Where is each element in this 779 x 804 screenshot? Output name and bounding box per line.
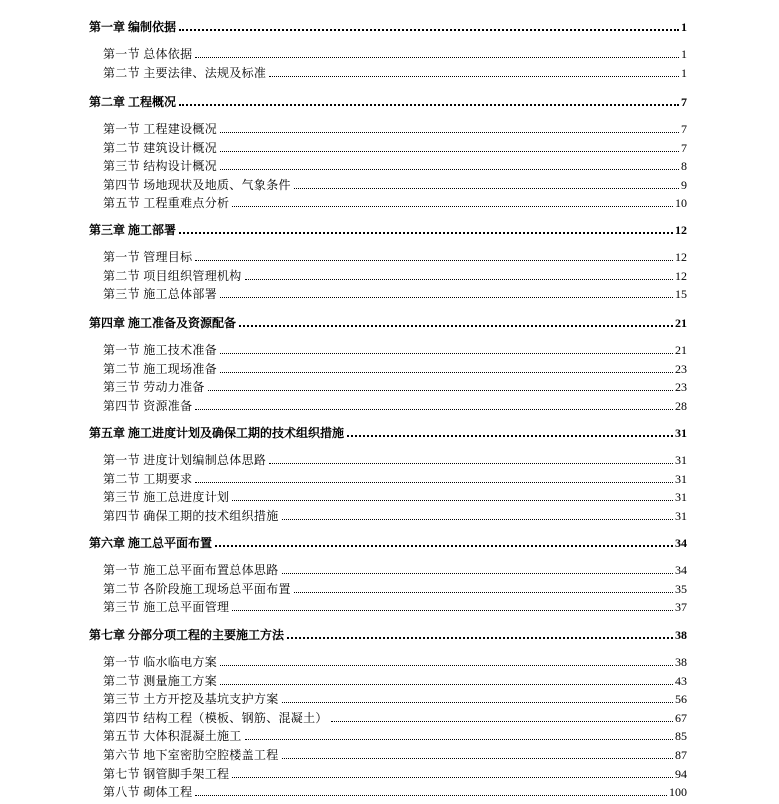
chapter-page-number: 38 — [675, 628, 687, 642]
section-title: 第三节 施工总平面管理 — [103, 600, 230, 615]
section-title: 第五节 工程重难点分析 — [103, 196, 230, 211]
section-title: 第二节 测量施工方案 — [103, 673, 218, 688]
dot-leader — [195, 795, 667, 796]
dot-leader — [220, 684, 673, 685]
section-page-number: 8 — [681, 159, 687, 174]
toc-section-entry[interactable] — [103, 764, 687, 782]
section-title: 第一节 工程建设概况 — [103, 122, 218, 136]
dot-leader — [195, 409, 673, 410]
section-page-number: 37 — [675, 600, 687, 615]
toc-section-entry[interactable] — [103, 340, 687, 358]
section-title: 第三节 施工总进度计划 — [103, 490, 230, 505]
toc-section-entry[interactable] — [103, 560, 687, 578]
toc-section-entry[interactable] — [103, 156, 687, 174]
section-title: 第二节 建筑设计概况 — [103, 140, 218, 155]
toc-section-entry[interactable] — [103, 708, 687, 726]
section-title: 第一节 管理目标 — [103, 250, 193, 264]
dot-leader — [239, 325, 673, 327]
dot-leader — [245, 279, 673, 280]
chapter-page-number: 31 — [675, 426, 687, 440]
section-page-number: 94 — [675, 766, 687, 781]
toc-section-entry[interactable] — [103, 689, 687, 707]
section-page-number: 23 — [675, 380, 687, 395]
toc-chapter-entry[interactable] — [89, 533, 687, 551]
section-title: 第二节 各阶段施工现场总平面布置 — [103, 581, 291, 596]
section-page-number: 31 — [675, 453, 687, 467]
dot-leader — [220, 132, 679, 133]
section-title: 第二节 主要法律、法规及标准 — [103, 65, 267, 80]
section-page-number: 35 — [675, 581, 687, 596]
chapter-page-number: 12 — [675, 223, 687, 237]
toc-chapter-entry[interactable] — [89, 625, 687, 643]
toc-section-entry[interactable] — [103, 469, 687, 487]
toc-section-entry[interactable] — [103, 726, 687, 744]
toc-section-entry[interactable] — [103, 782, 687, 800]
section-page-number: 12 — [675, 250, 687, 264]
chapter-title: 第三章 施工部署 — [89, 223, 177, 237]
section-page-number: 12 — [675, 268, 687, 283]
section-page-number: 56 — [675, 692, 687, 707]
toc-section-entry[interactable] — [103, 396, 687, 414]
dot-leader — [220, 297, 673, 298]
section-title: 第七节 钢管脚手架工程 — [103, 766, 230, 781]
section-page-number: 10 — [675, 196, 687, 211]
dot-leader — [245, 739, 673, 740]
dot-leader — [282, 702, 673, 703]
section-page-number: 23 — [675, 361, 687, 376]
dot-leader — [287, 637, 673, 639]
toc-chapter-entry[interactable] — [89, 92, 687, 110]
chapter-page-number: 34 — [675, 536, 687, 550]
dot-leader — [232, 610, 673, 611]
chapter-title: 第六章 施工总平面布置 — [89, 536, 213, 550]
chapter-title: 第四章 施工准备及资源配备 — [89, 316, 237, 330]
section-title: 第一节 总体依据 — [103, 47, 193, 61]
dot-leader — [220, 665, 673, 666]
chapter-title: 第七章 分部分项工程的主要施工方法 — [89, 628, 285, 642]
toc-section-entry[interactable] — [103, 745, 687, 763]
dot-leader — [269, 76, 679, 77]
section-title: 第四节 确保工期的技术组织措施 — [103, 508, 279, 523]
dot-leader — [220, 151, 679, 152]
dot-leader — [220, 169, 679, 170]
dot-leader — [282, 573, 673, 574]
dot-leader — [179, 104, 679, 106]
section-page-number: 21 — [675, 343, 687, 357]
section-page-number: 1 — [681, 65, 687, 80]
toc-section-entry[interactable] — [103, 359, 687, 377]
section-page-number: 1 — [681, 47, 687, 61]
toc-section-entry[interactable] — [103, 652, 687, 670]
section-page-number: 7 — [681, 140, 687, 155]
section-page-number: 100 — [669, 785, 687, 800]
dot-leader — [294, 188, 679, 189]
section-title: 第一节 施工总平面布置总体思路 — [103, 563, 279, 577]
toc-section-entry[interactable] — [103, 284, 687, 302]
toc-section-entry[interactable] — [103, 266, 687, 284]
chapter-page-number: 21 — [675, 316, 687, 330]
section-page-number: 38 — [675, 655, 687, 669]
section-page-number: 85 — [675, 729, 687, 744]
dot-leader — [269, 463, 673, 464]
section-page-number: 7 — [681, 122, 687, 136]
chapter-page-number: 7 — [681, 95, 687, 109]
toc-section-entry[interactable] — [103, 597, 687, 615]
section-page-number: 9 — [681, 177, 687, 192]
dot-leader — [220, 353, 673, 354]
section-page-number: 31 — [675, 508, 687, 523]
dot-leader — [232, 206, 673, 207]
toc-section-entry[interactable] — [103, 138, 687, 156]
dot-leader — [232, 500, 673, 501]
chapter-title: 第五章 施工进度计划及确保工期的技术组织措施 — [89, 426, 345, 440]
section-page-number: 67 — [675, 710, 687, 725]
section-title: 第二节 工期要求 — [103, 471, 193, 486]
toc-chapter-entry[interactable] — [89, 423, 687, 441]
dot-leader — [282, 758, 673, 759]
toc-section-entry[interactable] — [103, 506, 687, 524]
toc-section-entry[interactable] — [103, 671, 687, 689]
toc-section-entry[interactable] — [103, 119, 687, 137]
section-title: 第八节 砌体工程 — [103, 785, 193, 800]
section-title: 第三节 结构设计概况 — [103, 159, 218, 174]
toc-section-entry[interactable] — [103, 377, 687, 395]
toc-section-entry[interactable] — [103, 487, 687, 505]
toc-section-entry[interactable] — [103, 247, 687, 265]
section-title: 第四节 结构工程（模板、钢筋、混凝土） — [103, 710, 328, 725]
section-page-number: 34 — [675, 563, 687, 577]
dot-leader — [179, 232, 673, 234]
dot-leader — [294, 592, 673, 593]
section-title: 第三节 土方开挖及基坑支护方案 — [103, 692, 279, 707]
chapter-page-number: 1 — [681, 20, 687, 34]
toc-section-entry[interactable] — [103, 193, 687, 211]
toc-section-entry[interactable] — [103, 175, 687, 193]
section-page-number: 43 — [675, 673, 687, 688]
dot-leader — [179, 29, 679, 31]
dot-leader — [347, 435, 673, 437]
section-page-number: 15 — [675, 287, 687, 302]
section-title: 第四节 场地现状及地质、气象条件 — [103, 177, 291, 192]
toc-chapter-entry[interactable] — [89, 313, 687, 331]
section-title: 第一节 临水临电方案 — [103, 655, 218, 669]
toc-section-entry[interactable] — [103, 63, 687, 81]
section-title: 第一节 施工技术准备 — [103, 343, 218, 357]
dot-leader — [232, 777, 673, 778]
section-title: 第三节 施工总体部署 — [103, 287, 218, 302]
section-title: 第二节 施工现场准备 — [103, 361, 218, 376]
section-title: 第二节 项目组织管理机构 — [103, 268, 242, 283]
dot-leader — [195, 57, 679, 58]
toc-section-entry[interactable] — [103, 579, 687, 597]
dot-leader — [220, 372, 673, 373]
section-page-number: 87 — [675, 748, 687, 762]
toc-chapter-entry[interactable] — [89, 220, 687, 238]
section-page-number: 31 — [675, 490, 687, 505]
dot-leader — [331, 721, 673, 722]
toc-chapter-entry[interactable] — [89, 17, 687, 35]
toc-section-entry[interactable] — [103, 450, 687, 468]
section-title: 第三节 劳动力准备 — [103, 380, 205, 395]
dot-leader — [215, 545, 673, 547]
dot-leader — [282, 519, 673, 520]
dot-leader — [208, 390, 673, 391]
section-title: 第五节 大体积混凝土施工 — [103, 729, 242, 744]
toc-section-entry[interactable] — [103, 44, 687, 62]
section-title: 第四节 资源准备 — [103, 398, 193, 413]
section-title: 第一节 进度计划编制总体思路 — [103, 453, 267, 467]
chapter-title: 第一章 编制依据 — [89, 20, 177, 34]
chapter-title: 第二章 工程概况 — [89, 95, 177, 109]
dot-leader — [195, 482, 673, 483]
section-page-number: 31 — [675, 471, 687, 486]
section-page-number: 28 — [675, 398, 687, 413]
section-title: 第六节 地下室密肋空腔楼盖工程 — [103, 748, 279, 762]
dot-leader — [195, 260, 673, 261]
